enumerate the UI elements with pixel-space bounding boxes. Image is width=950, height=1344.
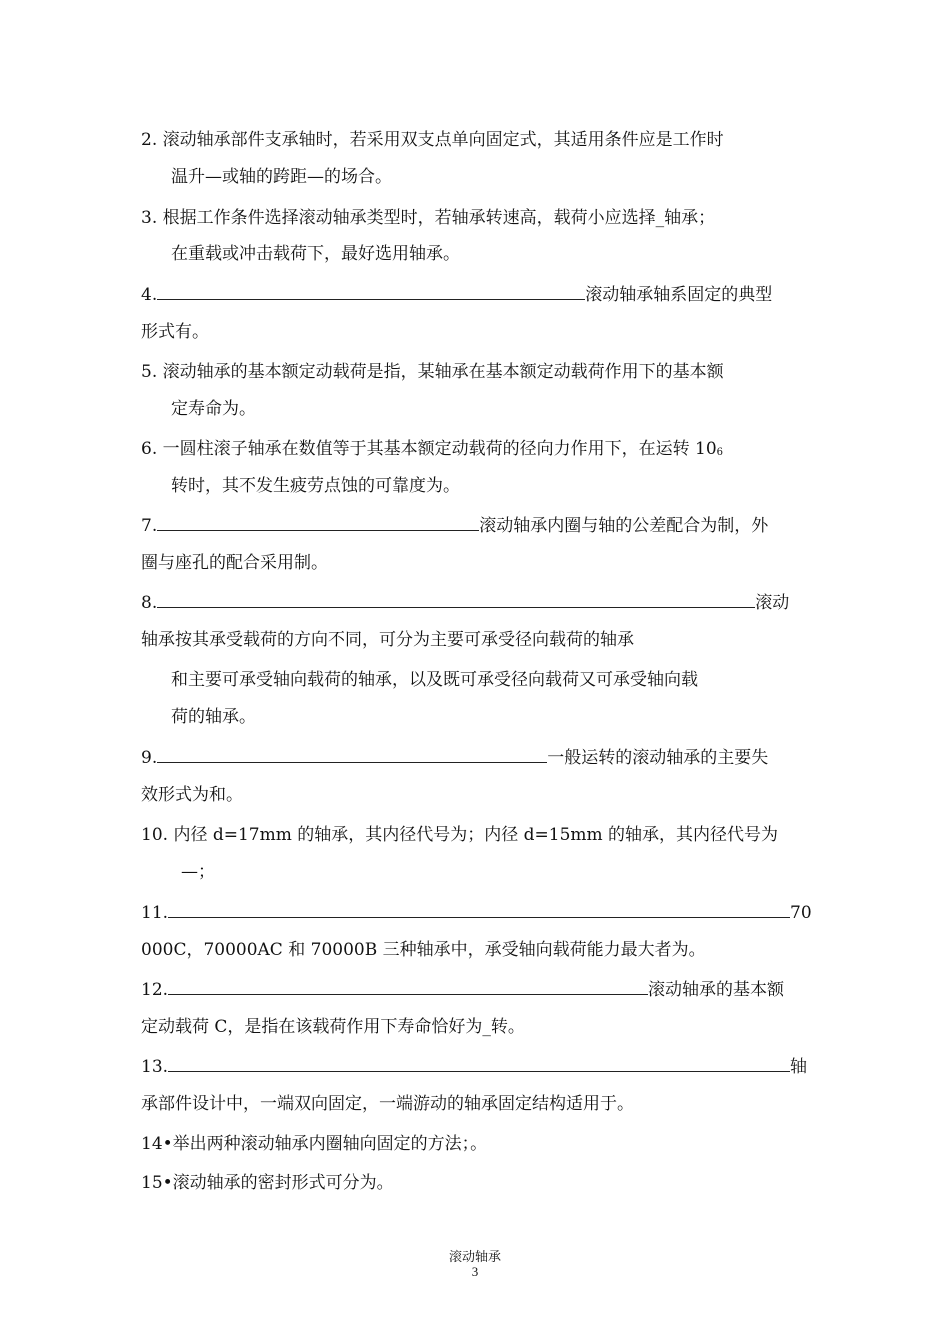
question-8-number: 8. [141, 593, 158, 613]
question-12-number: 12. [141, 980, 169, 1000]
question-13-text: 轴 [790, 1057, 808, 1077]
question-9-number: 9. [141, 748, 158, 768]
question-14-line-1: 14•举出两种滚动轴承内圈轴向固定的方法；。 [141, 1134, 488, 1154]
question-8-text: 滚动 [755, 593, 790, 613]
answer-blank-7[interactable] [157, 515, 479, 531]
question-7-text: 滚动轴承内圈与轴的公差配合为制，外 [479, 516, 769, 536]
question-13-line-1 [141, 1056, 807, 1078]
question-9-line-2: 效形式为和。 [141, 785, 243, 805]
answer-blank-13[interactable] [168, 1056, 790, 1072]
question-13-number: 13. [141, 1057, 169, 1077]
question-2-line-1: 2. 滚动轴承部件支承轴时，若采用双支点单向固定式，其适用条件应是工作时 [141, 130, 724, 150]
question-13-line-2: 承部件设计中，一端双向固定，一端游动的轴承固定结构适用于。 [141, 1094, 634, 1114]
question-6-text: 6. 一圆柱滚子轴承在数值等于其基本额定动载荷的径向力作用下，在运转 10 [141, 439, 717, 459]
question-7-number: 7. [141, 516, 158, 536]
question-6-line-2: 转时，其不发生疲劳点蚀的可靠度为。 [171, 476, 460, 496]
question-8-line-3: 和主要可承受轴向载荷的轴承，以及既可承受径向载荷又可承受轴向载 [171, 670, 698, 690]
page-number: 3 [471, 1264, 479, 1279]
footer-title: 滚动轴承 [448, 1250, 501, 1265]
question-7-line-2: 圈与座孔的配合采用制。 [141, 553, 328, 573]
question-9-line-1 [141, 747, 768, 769]
question-4-number: 4. [141, 285, 158, 305]
question-9-text: 一般运转的滚动轴承的主要失 [547, 748, 769, 768]
question-4-line-2: 形式有。 [141, 322, 209, 342]
question-12-line-2: 定动载荷 C，是指在该载荷作用下寿命恰好为_转。 [141, 1017, 525, 1037]
answer-blank-12[interactable] [168, 979, 648, 995]
question-5-line-2: 定寿命为。 [171, 399, 256, 419]
answer-blank-9[interactable] [157, 747, 547, 763]
question-12-line-1 [141, 979, 784, 1001]
exponent-6: 6 [716, 447, 724, 458]
question-6-line-1 [141, 438, 723, 464]
question-2-line-2: 温升—或轴的跨距—的场合。 [171, 167, 392, 187]
question-11-line-2: 000C，70000AC 和 70000B 三种轴承中，承受轴向载荷能力最大者为。 [141, 940, 706, 960]
question-15-line-1: 15•滚动轴承的密封形式可分为。 [141, 1173, 394, 1193]
question-7-line-1 [141, 515, 768, 537]
question-3-line-1: 3. 根据工作条件选择滚动轴承类型时，若轴承转速高，载荷小应选择_轴承； [141, 208, 716, 228]
question-11-text: 70 [790, 903, 812, 923]
question-11-line-1 [141, 902, 812, 924]
answer-blank-11[interactable] [168, 902, 790, 918]
question-10-line-1: 10. 内径 d=17mm 的轴承，其内径代号为；内径 d=15mm 的轴承，其内径代号为 [141, 825, 779, 845]
question-12-text: 滚动轴承的基本额 [648, 980, 785, 1000]
question-10-line-2: —； [181, 862, 215, 882]
question-8-line-2: 轴承按其承受载荷的方向不同，可分为主要可承受径向载荷的轴承 [141, 630, 634, 650]
question-4-text: 滚动轴承轴系固定的典型 [585, 285, 773, 305]
question-3-line-2: 在重载或冲击载荷下，最好选用轴承。 [171, 244, 460, 264]
answer-blank-4[interactable] [157, 284, 585, 300]
question-8-line-4: 荷的轴承。 [171, 707, 256, 727]
question-8-line-1 [141, 592, 789, 614]
question-5-line-1: 5. 滚动轴承的基本额定动载荷是指，某轴承在基本额定动载荷作用下的基本额 [141, 362, 724, 382]
answer-blank-8[interactable] [157, 592, 755, 608]
question-11-number: 11. [141, 903, 169, 923]
question-4-line-1 [141, 284, 772, 306]
